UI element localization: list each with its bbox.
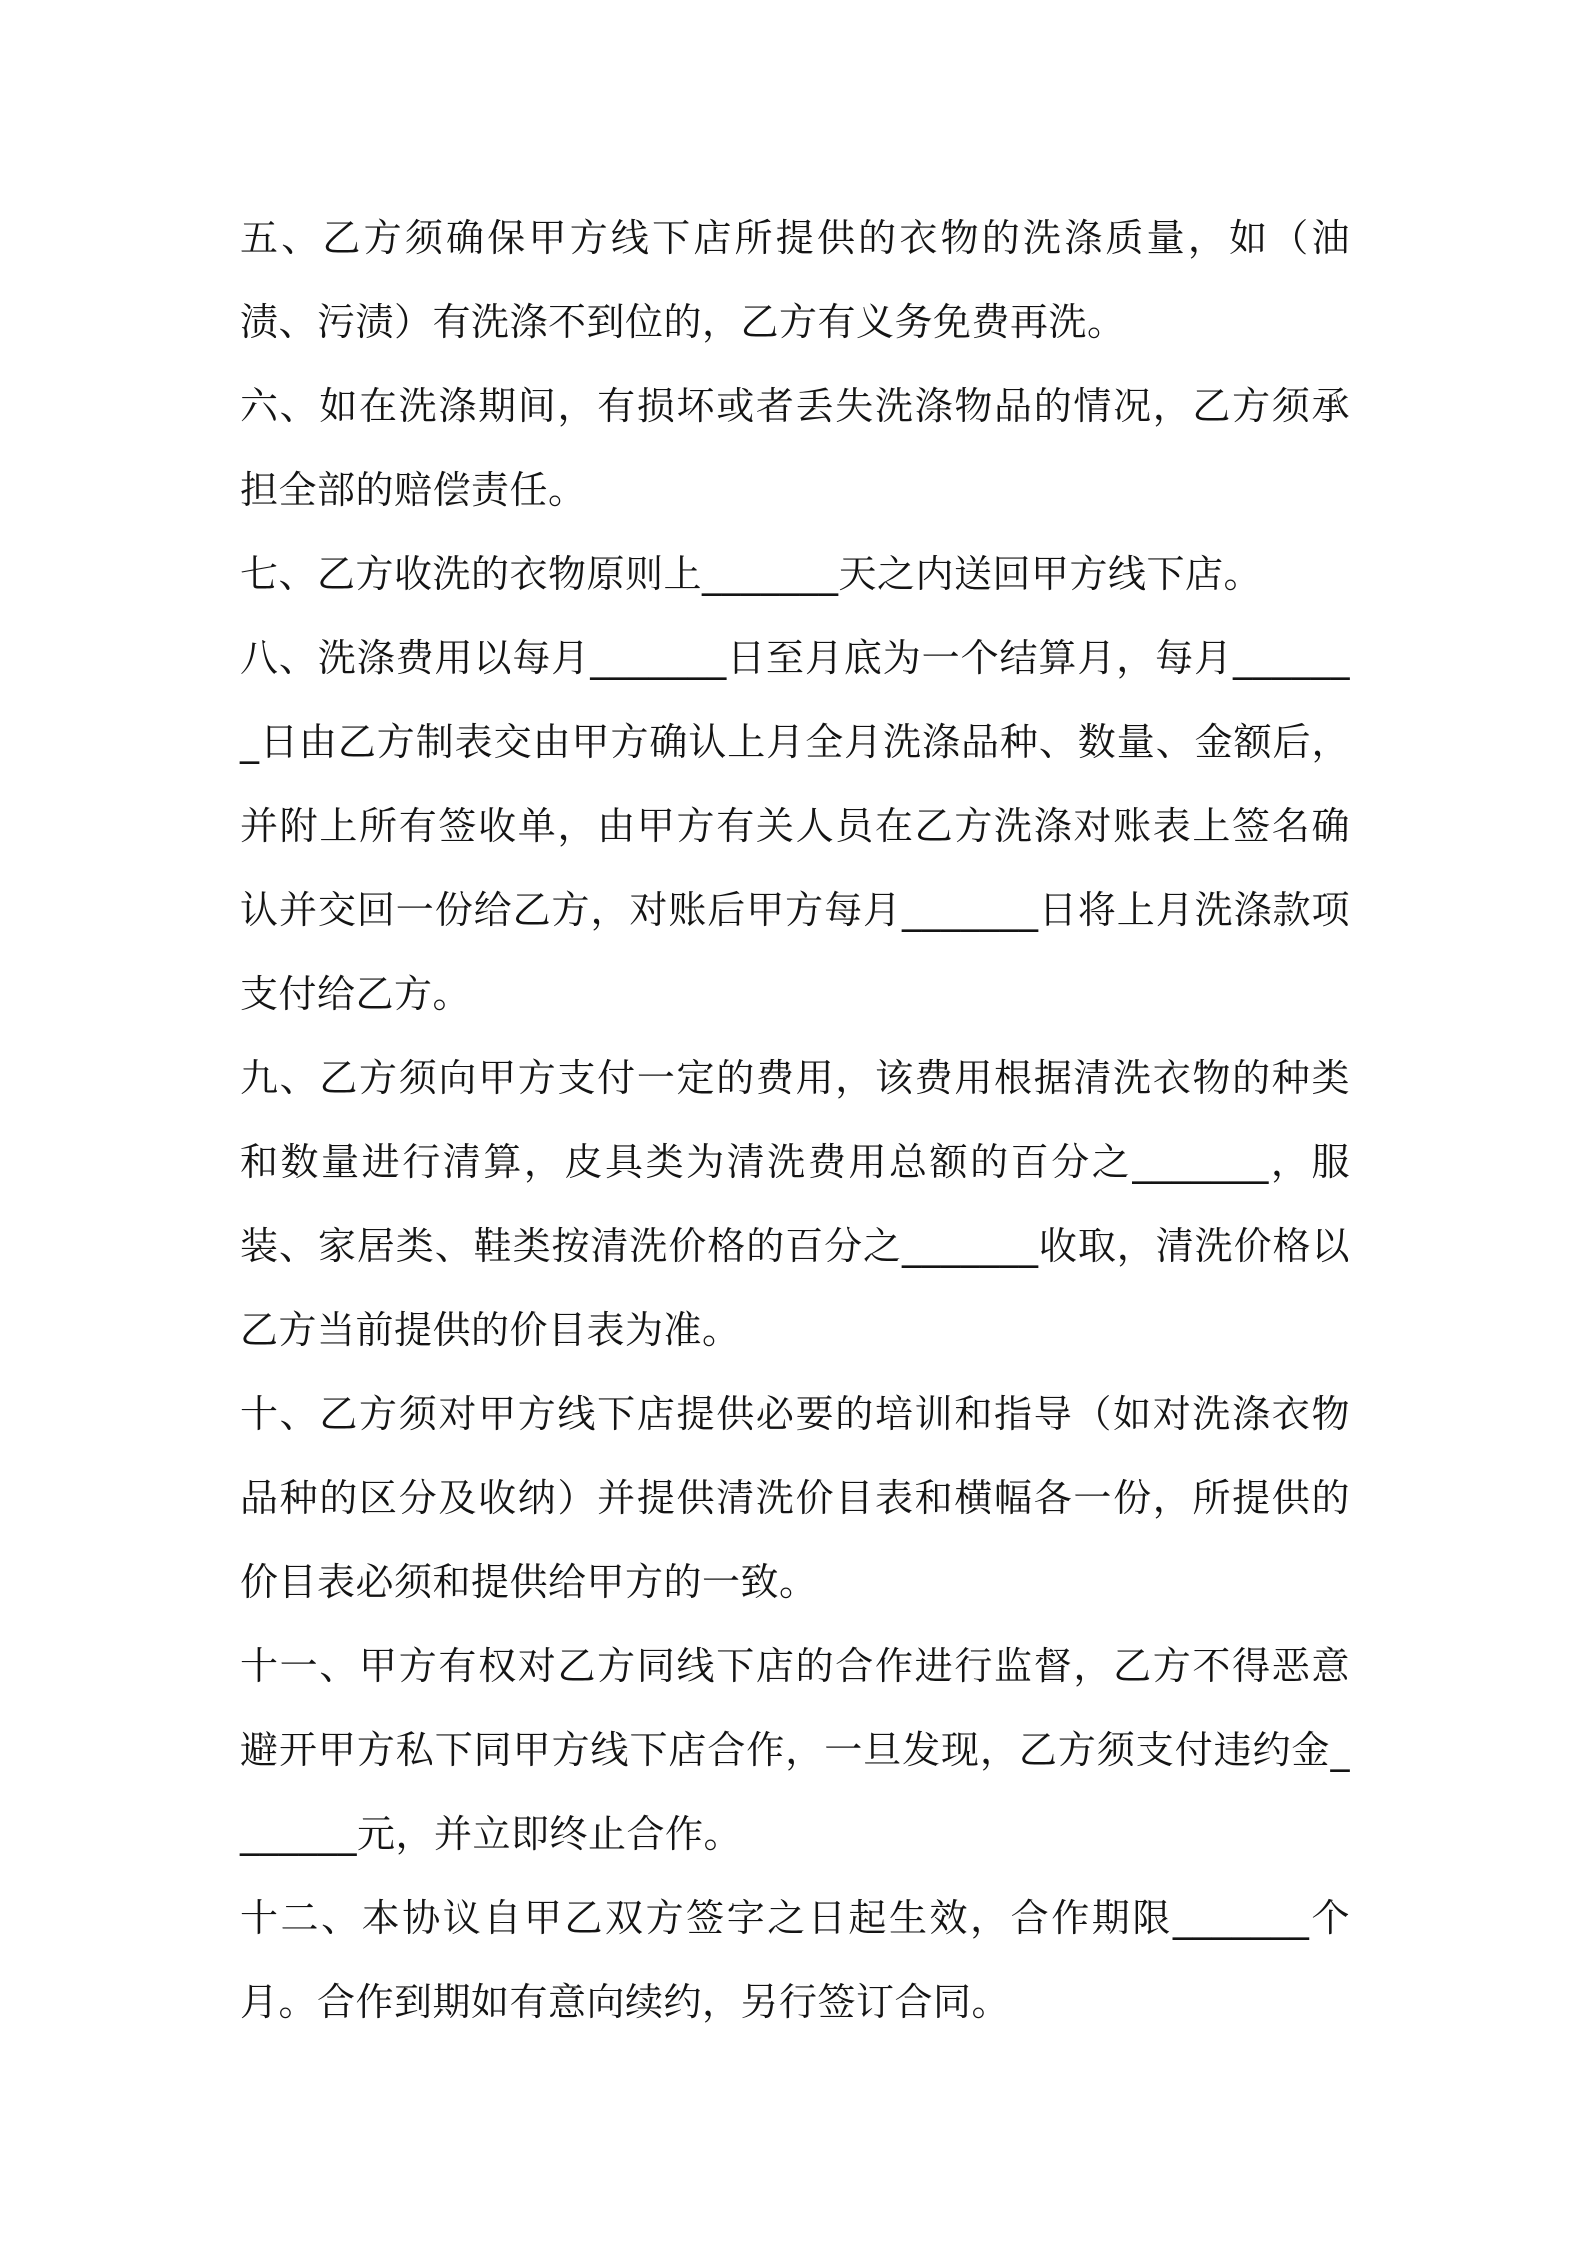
clause-9: 九、乙方须向甲方支付一定的费用，该费用根据清洗衣物的种类和数量进行清算，皮具类为清洗费用总额的百分之_______，服装、家居类、鞋类按清洗价格的百分之_______收取，清洗价格以乙方当前提供的价目表为准。 (240, 1056, 1350, 1352)
clause-8: 八、洗涤费用以每月_______日至月底为一个结算月，每月_______日由乙方制表交由甲方确认上月全月洗涤品种、数量、金额后，并附上所有签收单，由甲方有关人员在乙方洗涤对账表上签名确认并交回一份给乙方，对账后甲方每月_______日将上月洗涤款项支付给乙方。 (240, 636, 1350, 1016)
clause-11: 十一、甲方有权对乙方同线下店的合作进行监督，乙方不得恶意避开甲方私下同甲方线下店合作，一旦发现，乙方须支付违约金_______元，并立即终止合作。 (240, 1644, 1350, 1856)
clause-6: 六、如在洗涤期间，有损坏或者丢失洗涤物品的情况，乙方须承担全部的赔偿责任。 (240, 384, 1350, 512)
clause-7: 七、乙方收洗的衣物原则上_______天之内送回甲方线下店。 (240, 552, 1263, 596)
contract-body (240, 196, 1350, 2044)
clause-12: 十二、本协议自甲乙双方签字之日起生效，合作期限_______个月。合作到期如有意向续约，另行签订合同。 (240, 1896, 1350, 2024)
clause-5: 五、乙方须确保甲方线下店所提供的衣物的洗涤质量，如（油渍、污渍）有洗涤不到位的，乙方有义务免费再洗。 (240, 216, 1350, 344)
clause-10: 十、乙方须对甲方线下店提供必要的培训和指导（如对洗涤衣物品种的区分及收纳）并提供清洗价目表和横幅各一份，所提供的价目表必须和提供给甲方的一致。 (240, 1392, 1350, 1604)
